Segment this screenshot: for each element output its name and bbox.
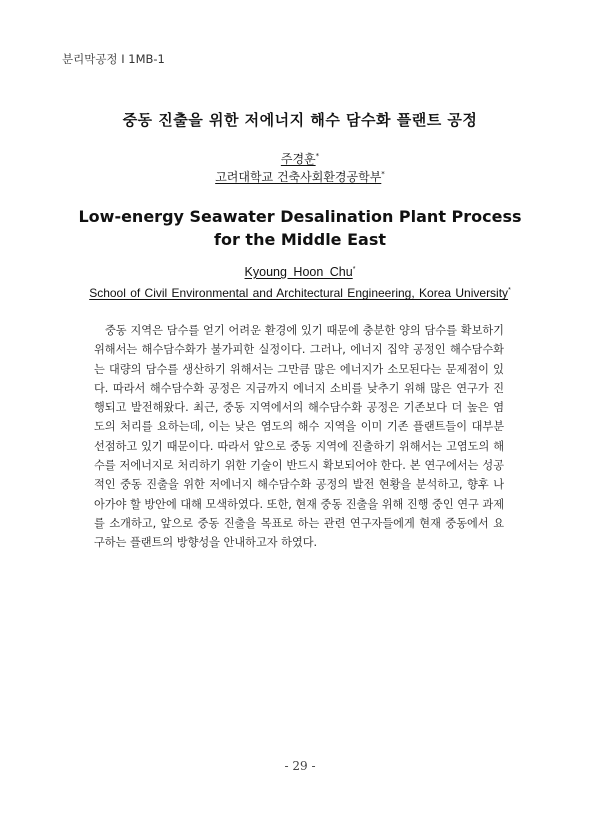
author-english-name: Kyoung Hoon Chu	[244, 265, 353, 279]
title-korean: 중동 진출을 위한 저에너지 해수 담수화 플랜트 공정	[122, 111, 478, 129]
title-english: Low-energy Seawater Desalination Plant Process for the Middle East	[78, 207, 522, 249]
affiliation-english-name: School of Civil Environmental and Architectural Engineering, Korea University	[89, 286, 509, 300]
session-tag: 분리막공정 Ⅰ 1MB-1	[62, 52, 165, 66]
affiliation-english	[0, 286, 600, 300]
author-korean-mark: *	[315, 152, 320, 160]
page-number: - 29 -	[284, 759, 316, 773]
abstract-body: 중동 지역은 담수를 얻기 어려운 환경에 있기 때문에 충분한 양의 담수를 확보하기 위해서는 해수담수화가 불가피한 실정이다. 그러나, 에너지 집약 공정인 해수담수화는 대량의 담수를 생산하기 위해서는 그만큼 많은 에너지가 소모된다는 문제점이 있다. 따라서 해수담수화 공정은 지금까지 에너지 소비를 낮추기 위해 많은 연구가 진행되고 발전해왔다. 최근, 중동 지역에서의 해수담수화 공정은 기존보다 더 높은 염도의 처리를 요하는데, 이는 낮은 염도의 해수 지역을 이미 기존 플랜트들이 대부분 선점하고 있기 때문이다. 따라서 앞으로 중동 지역에 진출하기 위해서는 고염도의 해수를 저에너지로 처리하기 위한 기술이 반드시 확보되어야 한다. 본 연구에서는 성공적인 중동 진출을 위한 저에너지 해수담수화 공정의 발전 현황을 분석하고, 향후 나아가야 할 방안에 대해 모색하였다. 또한, 현재 중동 진출을 위해 진행 중인 연구 과제를 소개하고, 앞으로 중동 진출을 목표로 하는 관련 연구자들에게 현재 중동에서 요구하는 플랜트의 방향성을 안내하고자 하였다.	[94, 324, 504, 550]
affiliation-korean-mark: *	[381, 170, 385, 178]
affiliation-english-mark: *	[508, 287, 511, 294]
author-korean-name: 주경훈	[280, 152, 316, 166]
affiliation-korean-name: 고려대학교 건축사회환경공학부	[215, 170, 382, 184]
author-korean	[0, 150, 600, 167]
author-english	[0, 265, 600, 279]
affiliation-korean	[0, 168, 600, 185]
author-english-mark: *	[352, 265, 356, 273]
